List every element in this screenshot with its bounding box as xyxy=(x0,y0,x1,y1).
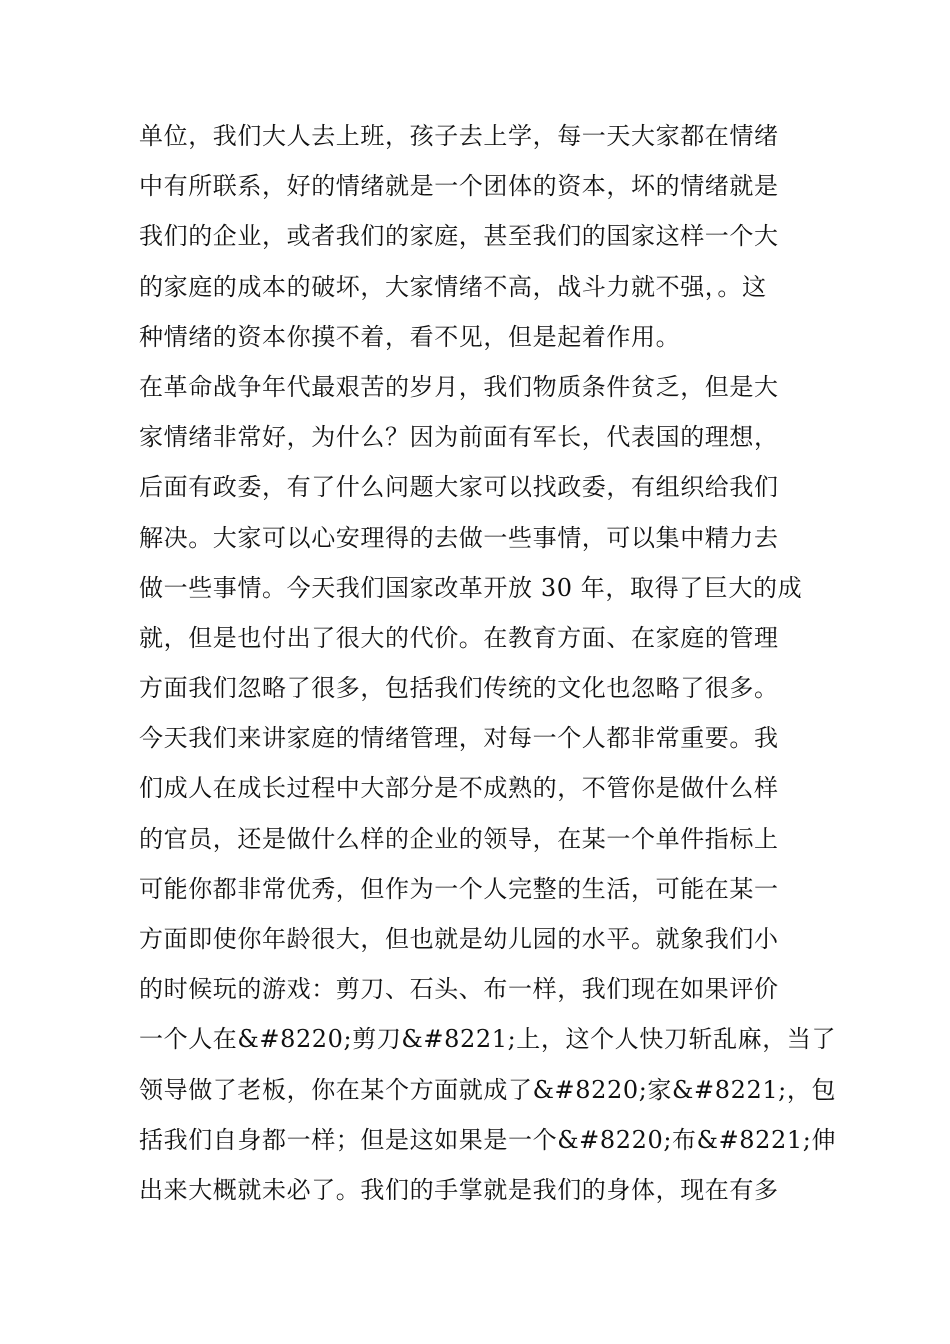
text-line-12: 方面我们忽略了很多，包括我们传统的文化也忽略了很多。 xyxy=(139,674,779,703)
text-line-20: 领导做了老板，你在某个方面就成了&#8220;家&#8221;，包 xyxy=(139,1075,837,1104)
text-line-18: 的时候玩的游戏：剪刀、石头、布一样，我们现在如果评价 xyxy=(139,975,779,1004)
text-line-5: 种情绪的资本你摸不着，看不见，但是起着作用。 xyxy=(139,322,681,351)
text-line-10: 做一些事情。今天我们国家改革开放 30 年，取得了巨大的成 xyxy=(139,573,803,602)
text-line-7: 家情绪非常好，为什么？因为前面有军长，代表国的理想， xyxy=(139,423,779,452)
text-line-4: 的家庭的成本的破坏，大家情绪不高，战斗力就不强，。这 xyxy=(139,272,767,301)
text-line-16: 可能你都非常优秀，但作为一个人完整的生活，可能在某一 xyxy=(139,874,779,903)
text-line-11: 就，但是也付出了很大的代价。在教育方面、在家庭的管理 xyxy=(139,623,779,652)
text-line-6: 在革命战争年代最艰苦的岁月，我们物质条件贫乏，但是大 xyxy=(139,372,779,401)
text-line-19: 一个人在&#8220;剪刀&#8221;上，这个人快刀斩乱麻，当了 xyxy=(139,1025,837,1054)
text-line-2: 中有所联系，好的情绪就是一个团体的资本，坏的情绪就是 xyxy=(139,172,779,201)
text-line-9: 解决。大家可以心安理得的去做一些事情，可以集中精力去 xyxy=(139,523,779,552)
text-line-8: 后面有政委，有了什么问题大家可以找政委，有组织给我们 xyxy=(139,473,779,502)
text-line-13: 今天我们来讲家庭的情绪管理，对每一个人都非常重要。我 xyxy=(139,724,779,753)
text-line-3: 我们的企业，或者我们的家庭，甚至我们的国家这样一个大 xyxy=(139,222,779,251)
text-line-1: 单位，我们大人去上班，孩子去上学，每一天大家都在情绪 xyxy=(139,122,779,150)
text-line-21: 括我们自身都一样；但是这如果是一个&#8220;布&#8221;伸 xyxy=(139,1125,837,1154)
text-line-15: 的官员，还是做什么样的企业的领导，在某一个单件指标上 xyxy=(139,824,779,853)
text-line-22: 出来大概就未必了。我们的手掌就是我们的身体，现在有多 xyxy=(139,1175,779,1204)
text-line-17: 方面即使你年龄很大，但也就是幼儿园的水平。就象我们小 xyxy=(139,925,779,953)
text-line-14: 们成人在成长过程中大部分是不成熟的，不管你是做什么样 xyxy=(139,774,779,803)
body-text xyxy=(139,111,837,1215)
